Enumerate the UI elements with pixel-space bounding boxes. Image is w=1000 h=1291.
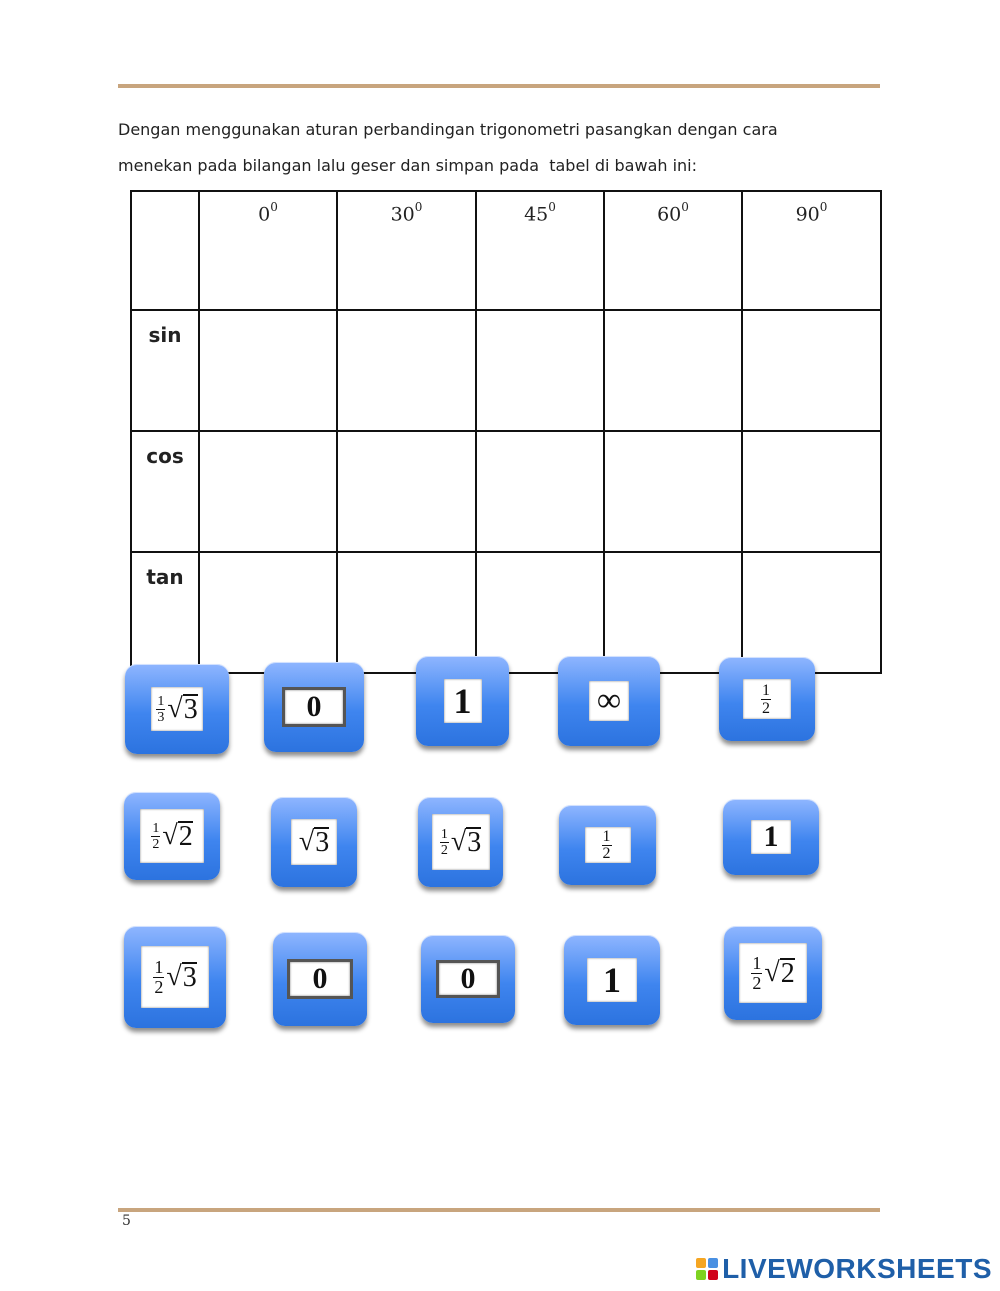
table-row-sin — [131, 310, 881, 431]
drop-cell[interactable] — [476, 552, 604, 673]
drag-tile-root-3[interactable] — [271, 797, 357, 887]
tile-value: 1 — [751, 820, 791, 854]
drop-cell[interactable] — [199, 310, 337, 431]
fraction-den: 2 — [154, 976, 164, 997]
drop-cell[interactable] — [476, 431, 604, 552]
fraction-den: 3 — [157, 709, 165, 725]
fraction-num: 1 — [602, 827, 611, 845]
tile-value — [739, 943, 807, 1003]
tile-value: 0 — [287, 959, 353, 999]
fraction-num: 1 — [154, 956, 164, 977]
tile-value — [585, 827, 631, 863]
drag-tile-half-root-2[interactable] — [124, 792, 220, 880]
instruction-line-1: Dengan menggunakan aturan perbandingan trigonometri pasangkan dengan cara — [118, 120, 778, 139]
drag-tile-1[interactable] — [564, 935, 660, 1025]
fraction-num: 1 — [152, 820, 160, 836]
fraction-den: 2 — [440, 842, 448, 858]
tile-value: 1 — [444, 679, 482, 723]
radical-sign: √ — [450, 826, 467, 857]
radicand: 3 — [182, 962, 197, 993]
radicand: 3 — [467, 827, 482, 858]
angle-header-60: $60^0$ — [604, 191, 742, 310]
drag-tile-1[interactable] — [416, 656, 509, 746]
fraction-den: 2 — [152, 836, 160, 852]
page-number: 5 — [122, 1213, 131, 1229]
fraction-den: 2 — [752, 972, 762, 993]
liveworksheets-brand — [696, 1253, 992, 1285]
drop-cell[interactable] — [604, 431, 742, 552]
radical-sign: √ — [764, 957, 780, 988]
drop-cell[interactable] — [476, 310, 604, 431]
fraction-num: 1 — [752, 952, 762, 973]
tile-value: 0 — [282, 687, 346, 727]
drop-cell[interactable] — [199, 431, 337, 552]
logo-square — [708, 1270, 718, 1280]
fraction-num: 1 — [440, 826, 448, 842]
drag-tile-1[interactable] — [723, 799, 819, 875]
corner-cell — [131, 191, 199, 310]
radicand: 3 — [183, 694, 198, 725]
fraction — [602, 829, 612, 862]
row-label-cos: cos — [131, 431, 199, 552]
fraction-den: 2 — [762, 699, 770, 717]
drag-tile-infinity[interactable] — [558, 656, 660, 746]
drop-cell[interactable] — [199, 552, 337, 673]
fraction-num: 1 — [762, 681, 770, 699]
top-divider — [118, 84, 880, 88]
trig-table — [130, 190, 882, 674]
drag-tile-half-root-3[interactable] — [124, 926, 226, 1028]
fraction-num: 1 — [157, 693, 165, 709]
logo-square — [708, 1258, 718, 1268]
radicand: 2 — [178, 821, 193, 852]
tile-value: ∞ — [589, 681, 629, 721]
tile-value: 0 — [436, 960, 500, 998]
tile-value — [432, 814, 490, 870]
fraction-den: 2 — [602, 844, 611, 862]
instruction-line-2: menekan pada bilangan lalu geser dan simpan pada tabel di bawah ini: — [118, 156, 698, 175]
fraction — [761, 682, 771, 717]
fraction — [440, 827, 449, 858]
drop-cell[interactable] — [337, 310, 476, 431]
radicand: 2 — [780, 958, 795, 989]
row-label-tan: tan — [131, 552, 199, 673]
radical-sign: √ — [162, 820, 178, 851]
logo-square — [696, 1258, 706, 1268]
row-label-sin: sin — [131, 310, 199, 431]
table-row-tan — [131, 552, 881, 673]
drop-cell[interactable] — [337, 431, 476, 552]
tile-value — [141, 946, 209, 1008]
radicand: 3 — [315, 827, 330, 858]
radical-sign: √ — [298, 826, 315, 857]
drop-cell[interactable] — [337, 552, 476, 673]
tile-value — [140, 809, 204, 863]
angle-header-30: $30^0$ — [337, 191, 476, 310]
drag-tile-0[interactable] — [273, 932, 367, 1026]
drag-tile-half[interactable] — [559, 805, 656, 885]
drag-tile-half-root-2[interactable] — [724, 926, 822, 1020]
tile-value — [151, 687, 203, 731]
angle-header-45: $45^0$ — [476, 191, 604, 310]
drop-cell[interactable] — [742, 431, 881, 552]
drag-tile-half-root-3[interactable] — [418, 797, 503, 887]
table-row-cos — [131, 431, 881, 552]
instruction-text — [118, 112, 898, 184]
drop-cell[interactable] — [604, 310, 742, 431]
fraction — [151, 821, 160, 852]
tile-value — [291, 819, 337, 865]
drop-cell[interactable] — [742, 310, 881, 431]
bottom-divider — [118, 1208, 880, 1212]
drag-tile-0[interactable] — [264, 662, 364, 752]
liveworksheets-logo-icon — [696, 1258, 718, 1280]
drag-tile-third-root-3[interactable] — [125, 664, 229, 754]
radical-sign: √ — [166, 961, 182, 992]
angle-header-0: $0^0$ — [199, 191, 337, 310]
brand-name: LIVEWORKSHEETS — [722, 1253, 992, 1284]
fraction — [153, 958, 164, 997]
tile-value: 1 — [587, 958, 637, 1002]
logo-square — [696, 1270, 706, 1280]
drag-tile-half[interactable] — [719, 657, 815, 741]
drop-cell[interactable] — [742, 552, 881, 673]
drop-cell[interactable] — [604, 552, 742, 673]
tile-value — [743, 679, 791, 719]
angle-header-90: $90^0$ — [742, 191, 881, 310]
fraction — [156, 694, 165, 725]
drag-tile-0[interactable] — [421, 935, 515, 1023]
table-header-row — [131, 191, 881, 310]
fraction — [751, 954, 762, 993]
radical-sign: √ — [167, 693, 183, 724]
